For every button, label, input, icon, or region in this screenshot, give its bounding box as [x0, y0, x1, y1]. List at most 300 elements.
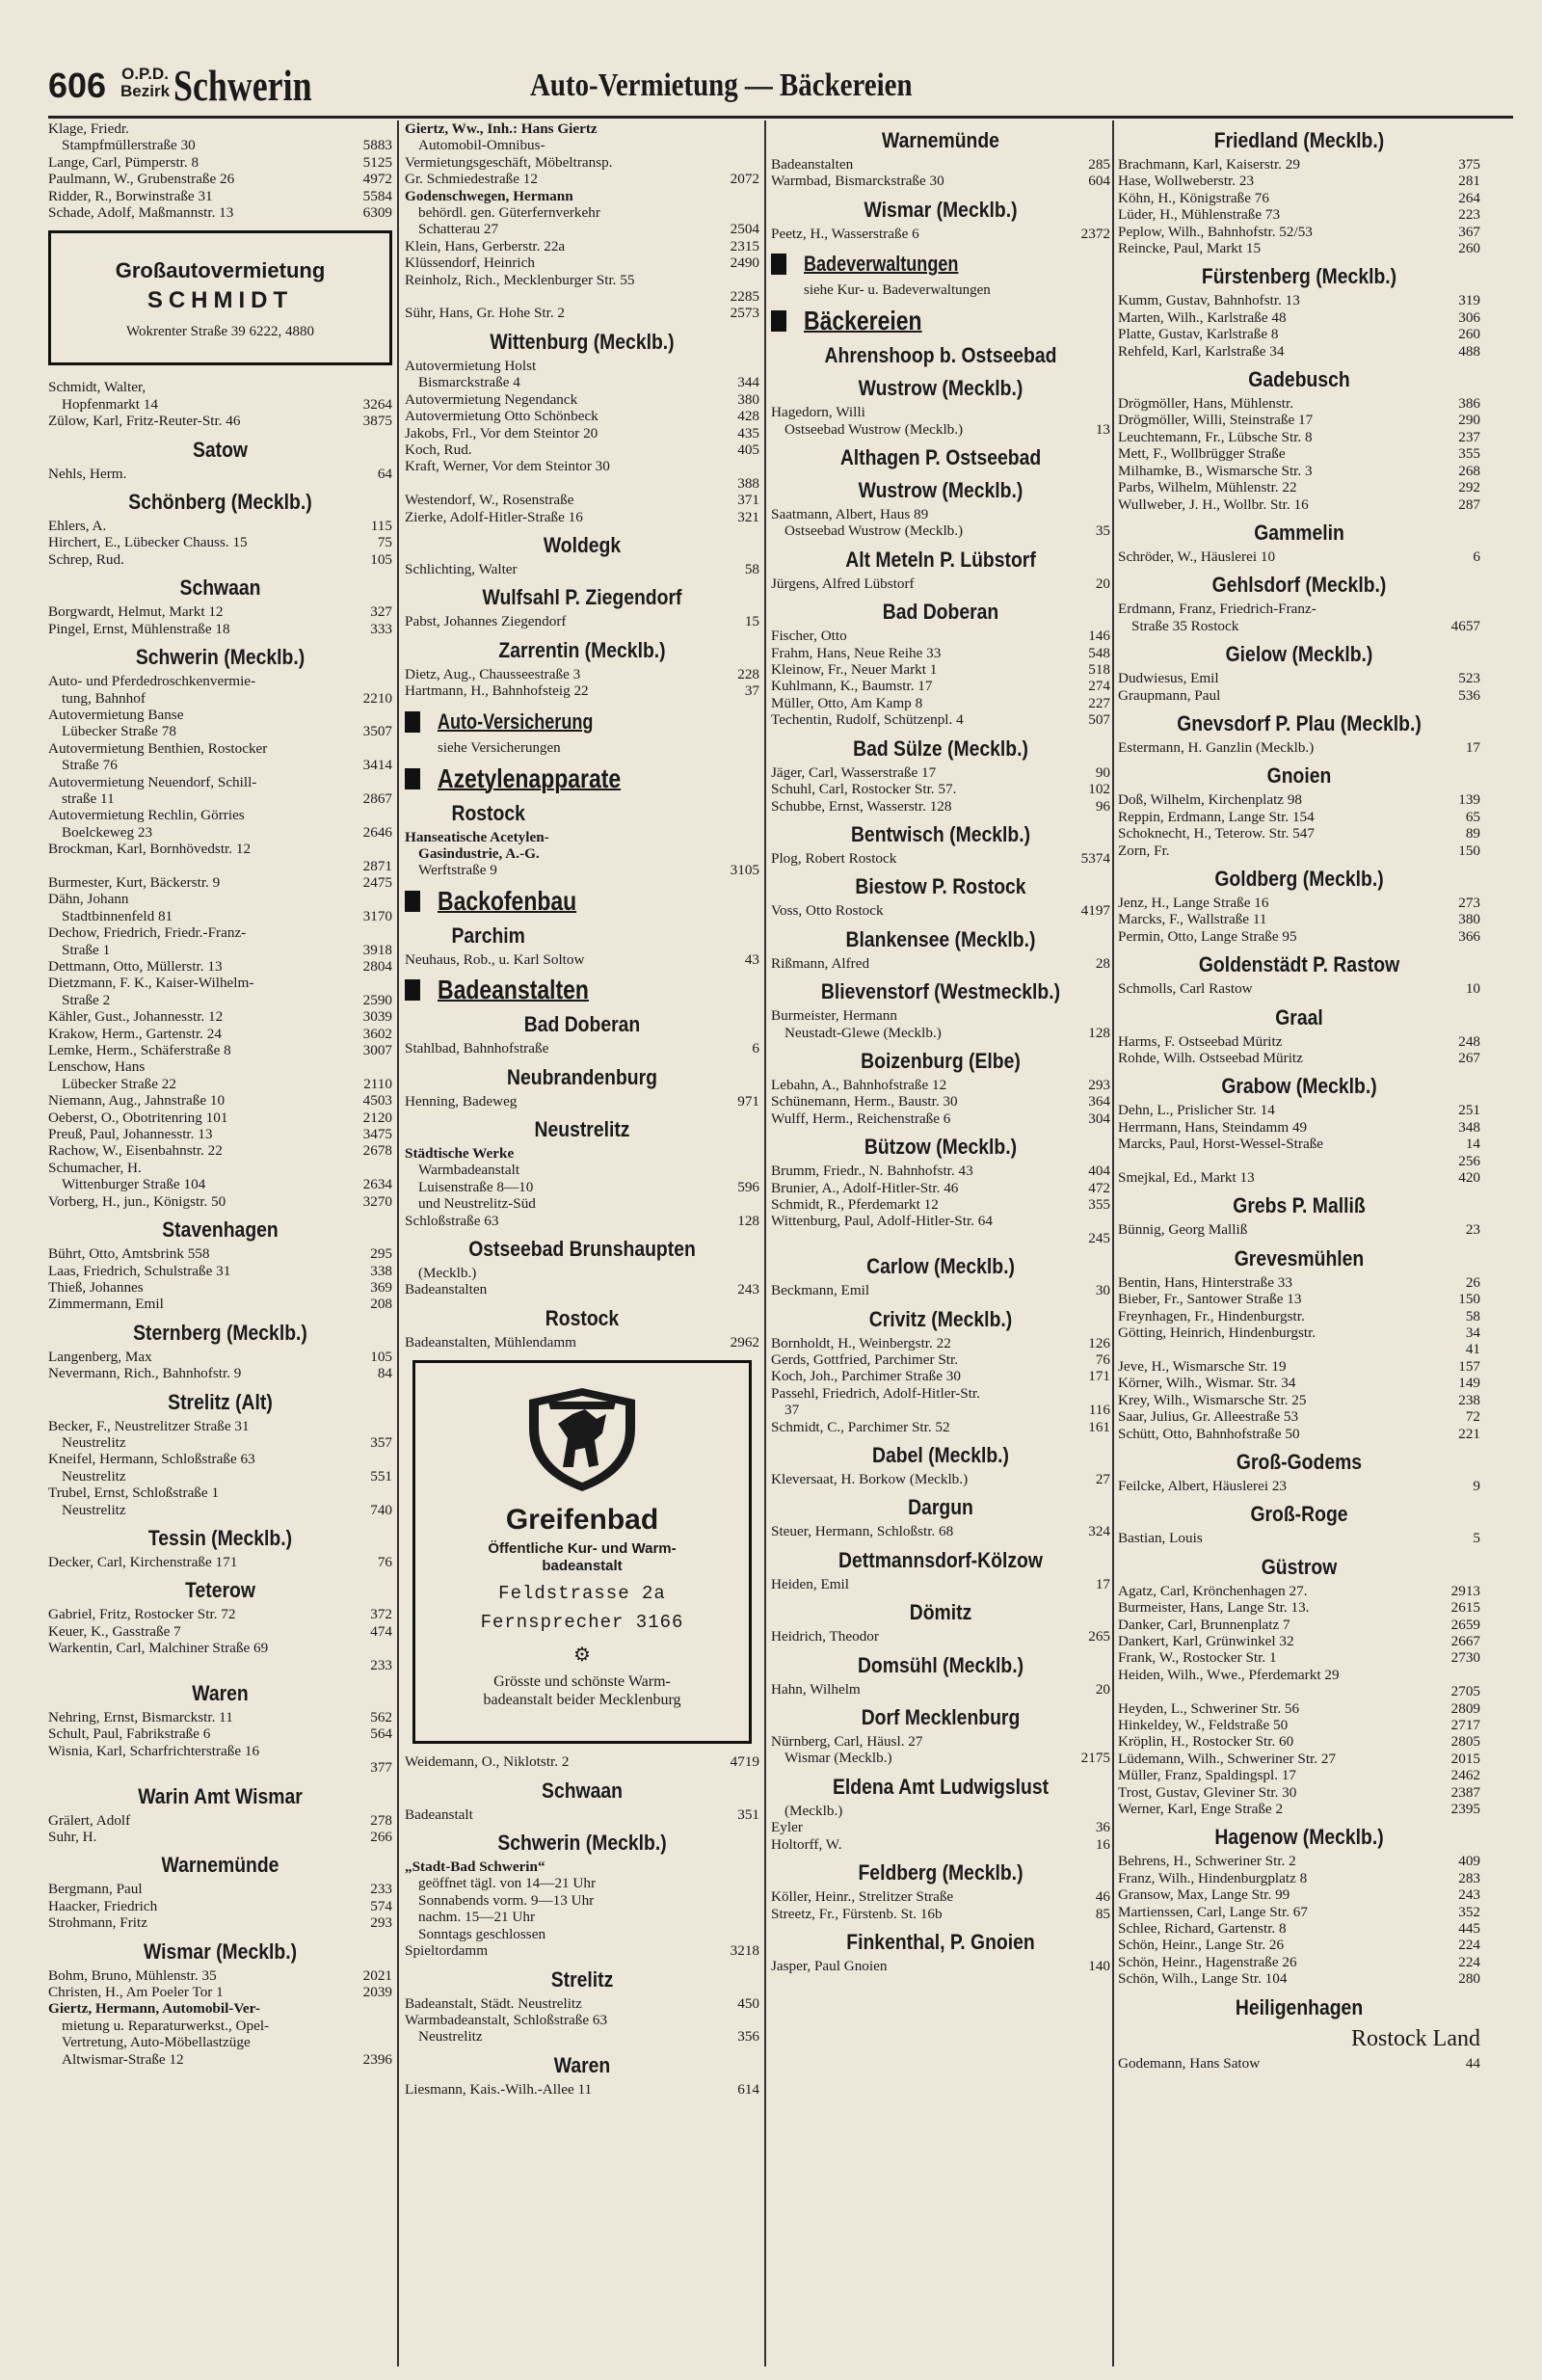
- entry-text: Werftstraße 9: [418, 862, 497, 879]
- phone-number: 290: [1455, 412, 1480, 428]
- entry-text: Reinholz, Rich., Mecklenburger Str. 55: [405, 271, 635, 288]
- entry-text: Peetz, H., Wasserstraße 6: [771, 225, 919, 242]
- entry-text: Jakobs, Frl., Vor dem Steintor 20: [405, 424, 598, 441]
- entry-text: Badeanstalt, Städt. Neustrelitz: [405, 1994, 582, 2012]
- listing-entry: [405, 458, 759, 474]
- phone-number: 2210: [360, 690, 392, 707]
- phone-number: 228: [734, 666, 759, 682]
- phone-number: 161: [1085, 1419, 1110, 1435]
- listing-entry: [405, 272, 759, 288]
- place-heading: Gammelin: [1254, 520, 1344, 545]
- place-heading: Bad Doberan: [523, 1012, 641, 1037]
- entry-text: Platte, Gustav, Karlstraße 8: [1118, 326, 1279, 343]
- listing-entry: [771, 1888, 1110, 1905]
- phone-number: 295: [367, 1245, 392, 1262]
- listing-entry: [1118, 842, 1480, 859]
- phone-number: 338: [367, 1263, 392, 1279]
- region-label: Rostock Land: [1351, 2025, 1480, 2051]
- phone-number: 128: [1085, 1025, 1110, 1041]
- listing-entry: [405, 188, 759, 204]
- phone-number: 2110: [360, 1076, 392, 1092]
- listing-entry: [771, 645, 1110, 661]
- entry-text: Holtorff, W.: [771, 1835, 842, 1853]
- entry-text: Rißmann, Alfred: [771, 954, 870, 972]
- listing-entry: [1118, 206, 1480, 223]
- listing-entry: [1118, 618, 1480, 634]
- entry-text: Kleversaat, H. Borkow (Mecklb.): [771, 1471, 969, 1488]
- entry-text: Streetz, Fr., Fürstenb. St. 16b: [771, 1905, 943, 1922]
- phone-number: 6: [749, 1040, 759, 1056]
- listing-entry: [48, 992, 392, 1008]
- square-bullet-icon: [405, 891, 420, 912]
- phone-number: 5883: [360, 137, 392, 153]
- entry-text: Straße 2: [62, 991, 111, 1008]
- phone-number: 268: [1455, 463, 1480, 479]
- phone-number: 58: [742, 561, 759, 577]
- place-heading: Dabel (Mecklb.): [871, 1443, 1010, 1468]
- phone-number: 17: [1093, 1576, 1110, 1592]
- entry-text: Hartmann, H., Bahnhofsteig 22: [405, 682, 589, 700]
- entry-text: Suhr, H.: [48, 1829, 97, 1846]
- phone-number: 355: [1085, 1196, 1110, 1213]
- entry-text: Henning, Badeweg: [405, 1092, 518, 1110]
- entry-text: Zorn, Fr.: [1118, 842, 1170, 859]
- entry-text: Agatz, Carl, Krönchenhagen 27.: [1118, 1582, 1308, 1599]
- phone-number: 264: [1455, 190, 1480, 206]
- place-heading: Bützow (Mecklb.): [864, 1135, 1018, 1160]
- listing-entry: [48, 1296, 392, 1312]
- listing-entry: [1118, 1153, 1480, 1169]
- phone-number: 3918: [360, 942, 392, 958]
- entry-text: Lüdemann, Wilh., Schweriner Str. 27: [1118, 1750, 1337, 1767]
- place-heading: Woldegk: [543, 532, 622, 557]
- entry-text: Beckmann, Emil: [771, 1282, 870, 1299]
- place-heading: Neubrandenburg: [507, 1064, 657, 1089]
- phone-number: 89: [1463, 825, 1480, 842]
- entry-text: Westendorf, W., Rosenstraße: [405, 492, 574, 509]
- phone-number: 357: [367, 1434, 392, 1451]
- entry-text: Neuhaus, Rob., u. Karl Soltow: [405, 950, 585, 968]
- entry-text: Neustadt-Glewe (Mecklb.): [784, 1024, 942, 1041]
- advert-line: Greifenbad: [505, 1504, 659, 1537]
- phone-number: 4197: [1078, 902, 1110, 919]
- listing-entry: [1118, 1954, 1480, 1970]
- entry-text: Schön, Heinr., Hagenstraße 26: [1118, 1953, 1297, 1970]
- listing-entry: [48, 841, 392, 857]
- listing-entry: [1118, 1169, 1480, 1186]
- entry-text: Lebahn, A., Bahnhofstraße 12: [771, 1076, 947, 1093]
- entry-text: Saatmann, Albert, Haus 89: [771, 506, 929, 523]
- listing-entry: [1118, 809, 1480, 825]
- phone-number: 2634: [360, 1176, 392, 1192]
- listing-entry: [48, 757, 392, 773]
- phone-number: 2867: [360, 790, 392, 807]
- phone-number: 4657: [1449, 618, 1480, 634]
- entry-text: Brunier, A., Adolf-Hitler-Str. 46: [771, 1179, 959, 1196]
- entry-text: Doß, Wilhelm, Kirchenplatz 98: [1118, 791, 1303, 809]
- entry-text: Hase, Wollweberstr. 23: [1118, 173, 1255, 190]
- entry-text: Danker, Carl, Brunnenplatz 7: [1118, 1616, 1290, 1633]
- phone-number: 6309: [360, 204, 392, 221]
- phone-number: 115: [368, 518, 392, 534]
- listing-entry: [48, 1984, 392, 2000]
- listing-entry: [48, 1502, 392, 1518]
- phone-number: 2072: [728, 171, 759, 187]
- phone-number: 3507: [360, 723, 392, 739]
- entry-text: Wisnia, Karl, Scharfrichterstraße 16: [48, 1742, 260, 1759]
- listing-entry: [1118, 1870, 1480, 1886]
- listing-entry: [771, 506, 1110, 522]
- listing-entry: [405, 1753, 759, 1770]
- listing-entry: [48, 723, 392, 739]
- phone-number: 5125: [360, 154, 392, 171]
- listing-entry: [48, 551, 392, 568]
- entry-text: Burmester, Kurt, Bäckerstr. 9: [48, 873, 221, 891]
- listing-entry: [405, 1265, 759, 1281]
- phone-number: 3007: [360, 1042, 392, 1058]
- listing-entry: [48, 1657, 392, 1673]
- place-heading: Blievenstorf (Westmecklb.): [820, 979, 1061, 1004]
- phone-number: 72: [1463, 1408, 1480, 1425]
- place-heading: Stavenhagen: [162, 1217, 279, 1243]
- listing-entry: [771, 1681, 1110, 1698]
- listing-entry: [405, 1892, 759, 1909]
- listing-entry: [48, 1640, 392, 1656]
- phone-number: 2396: [360, 2051, 392, 2068]
- entry-text: Kraft, Werner, Vor dem Steintor 30: [405, 458, 610, 475]
- listing-entry: [771, 1025, 1110, 1041]
- entry-text: Jürgens, Alfred Lübstorf: [771, 575, 915, 592]
- phone-number: 4972: [360, 171, 392, 187]
- phone-number: 233: [367, 1657, 392, 1673]
- listing-entry: [48, 908, 392, 924]
- phone-number: 372: [367, 1606, 392, 1622]
- entry-text: Keuer, K., Gasstraße 7: [48, 1622, 181, 1640]
- listing-entry: [1118, 1478, 1480, 1494]
- phone-number: 333: [367, 621, 392, 637]
- listing-entry: [405, 1995, 759, 2012]
- entry-text: Plog, Robert Rostock: [771, 849, 897, 867]
- column-2: [405, 120, 759, 2367]
- entry-text: Warkentin, Carl, Malchiner Straße 69: [48, 1640, 269, 1657]
- advert-line: Feldstrasse 2a: [498, 1583, 666, 1605]
- phone-number: 548: [1085, 645, 1110, 661]
- entry-text: Auto- und Pferdedroschkenvermie-: [48, 673, 256, 690]
- listing-entry: [1118, 670, 1480, 686]
- listing-entry: [771, 1733, 1110, 1750]
- listing-entry: [48, 1126, 392, 1142]
- place-heading: Fürstenberg (Mecklb.): [1201, 264, 1397, 289]
- entry-text: Weidemann, O., Niklotstr. 2: [405, 1753, 570, 1771]
- entry-text: Smejkal, Ed., Markt 13: [1118, 1169, 1255, 1187]
- phone-number: 435: [734, 425, 759, 441]
- entry-text: Dankert, Karl, Grünwinkel 32: [1118, 1632, 1294, 1649]
- place-heading: Dömitz: [909, 1600, 972, 1625]
- listing-entry: [1118, 1617, 1480, 1633]
- entry-text: Gerds, Gottfried, Parchimer Str.: [771, 1351, 959, 1368]
- phone-number: 3602: [360, 1026, 392, 1042]
- entry-text: Schade, Adolf, Maßmannstr. 13: [48, 204, 234, 222]
- listing-entry: [1118, 791, 1480, 808]
- listing-entry: [771, 1230, 1110, 1246]
- place-heading: Gehlsdorf (Mecklb.): [1211, 573, 1387, 598]
- place-heading: Bad Doberan: [882, 600, 999, 625]
- entry-text: Martienssen, Carl, Lange Str. 67: [1118, 1903, 1308, 1920]
- phone-number: 227: [1085, 695, 1110, 711]
- entry-text: Klein, Hans, Gerberstr. 22a: [405, 237, 566, 254]
- entry-text: Köhn, H., Königstraße 76: [1118, 189, 1269, 206]
- listing-entry: [1118, 1717, 1480, 1733]
- listing-entry: [48, 413, 392, 429]
- place-heading: Crivitz (Mecklb.): [868, 1306, 1013, 1331]
- phone-number: 285: [1085, 156, 1110, 173]
- phone-number: 16: [1093, 1836, 1110, 1853]
- phone-number: 614: [734, 2081, 759, 2098]
- phone-number: 248: [1455, 1033, 1480, 1050]
- listing-entry: [48, 740, 392, 757]
- header-rule: [48, 116, 1513, 119]
- phone-number: 281: [1455, 173, 1480, 189]
- listing-entry: [1118, 240, 1480, 256]
- griffin-logo-icon: [510, 1380, 654, 1496]
- phone-number: 2395: [1449, 1801, 1480, 1817]
- entry-text: Schubbe, Ernst, Wasserstr. 128: [771, 797, 952, 815]
- entry-text: Köller, Heinr., Strelitzer Straße: [771, 1888, 954, 1906]
- place-heading: Sternberg (Mecklb.): [133, 1320, 307, 1345]
- listing-entry: [405, 862, 759, 878]
- phone-number: 2615: [1449, 1599, 1480, 1616]
- listing-entry: [771, 1093, 1110, 1110]
- listing-entry: [771, 798, 1110, 815]
- entry-text: Jasper, Paul Gnoien: [771, 1957, 888, 1974]
- phone-number: 20: [1093, 1681, 1110, 1698]
- listing-entry: [48, 1709, 392, 1725]
- listing-entry: [1118, 1920, 1480, 1937]
- listing-entry: [771, 1180, 1110, 1196]
- phone-number: 26: [1463, 1274, 1480, 1291]
- listing-entry: [1118, 1426, 1480, 1442]
- entry-text: Permin, Otto, Lange Straße 95: [1118, 927, 1297, 945]
- place-heading: Rostock: [545, 1305, 620, 1330]
- category-title: Auto-Versicherung: [438, 709, 594, 734]
- listing-entry: [48, 379, 392, 395]
- entry-text: (Mecklb.): [418, 1265, 477, 1282]
- place-heading: Goldenstädt P. Rastow: [1198, 952, 1400, 977]
- phone-number: 64: [375, 466, 392, 482]
- listing-entry: [48, 2018, 392, 2034]
- listing-entry: [1118, 1683, 1480, 1699]
- entry-text: Badeanstalt: [405, 1805, 473, 1823]
- phone-number: 260: [1455, 240, 1480, 256]
- entry-text: Hanseatische Acetylen-: [405, 828, 549, 845]
- listing-entry: [405, 475, 759, 492]
- phone-number: 76: [375, 1554, 392, 1570]
- entry-text: Dettmann, Otto, Müllerstr. 13: [48, 958, 223, 975]
- entry-text: Götting, Heinrich, Hindenburgstr.: [1118, 1324, 1316, 1342]
- entry-text: Lübecker Straße 22: [62, 1075, 176, 1092]
- listing-entry: [1118, 395, 1480, 412]
- phone-number: 596: [734, 1179, 759, 1195]
- entry-text: Godenschwegen, Hermann: [405, 187, 573, 204]
- phone-number: 2285: [728, 288, 759, 305]
- entry-text: Gasindustrie, A.-G.: [418, 844, 540, 862]
- listing-entry: [405, 391, 759, 408]
- listing-entry: [405, 613, 759, 629]
- entry-text: Neustrelitz: [62, 1501, 126, 1518]
- listing-entry: [48, 518, 392, 534]
- listing-entry: [48, 858, 392, 874]
- entry-text: Bentin, Hans, Hinterstraße 33: [1118, 1273, 1292, 1291]
- phone-number: 224: [1455, 1937, 1480, 1953]
- cross-reference: siehe Versicherungen: [438, 739, 561, 756]
- listing-entry: [48, 171, 392, 187]
- phone-number: 278: [367, 1812, 392, 1829]
- phone-number: 20: [1093, 575, 1110, 592]
- place-heading: Biestow P. Rostock: [855, 874, 1026, 899]
- phone-number: 2590: [360, 992, 392, 1008]
- listing-entry: [405, 829, 759, 845]
- listing-entry: [405, 1806, 759, 1823]
- listing-entry: [48, 1623, 392, 1640]
- entry-text: Krey, Wilh., Wismarsche Str. 25: [1118, 1391, 1307, 1408]
- entry-text: Schmidt, R., Pferdemarkt 12: [771, 1195, 939, 1213]
- entry-text: Zimmermann, Emil: [48, 1296, 164, 1313]
- place-heading: Schwaan: [542, 1778, 623, 1803]
- listing-entry: [405, 1942, 759, 1959]
- place-heading: Wustrow (Mecklb.): [858, 478, 1024, 503]
- phone-number: 293: [1085, 1077, 1110, 1093]
- listing-entry: [405, 1040, 759, 1056]
- entry-text: Altwismar-Straße 12: [62, 2050, 184, 2068]
- phone-number: 34: [1463, 1324, 1480, 1341]
- phone-number: 2175: [1078, 1750, 1110, 1766]
- entry-text: Gabriel, Fritz, Rostocker Str. 72: [48, 1606, 236, 1623]
- phone-number: 405: [734, 441, 759, 458]
- entry-text: Schmidt, Walter,: [48, 379, 146, 396]
- listing-entry: [1118, 1904, 1480, 1920]
- listing-entry: [1118, 928, 1480, 945]
- entry-text: Lemke, Herm., Schäferstraße 8: [48, 1042, 231, 1059]
- phone-number: 105: [367, 551, 392, 568]
- listing-entry: [1118, 1136, 1480, 1152]
- listing-entry: [771, 1836, 1110, 1853]
- phone-number: 2504: [728, 221, 759, 237]
- entry-text: Dudwiesus, Emil: [1118, 670, 1219, 687]
- phone-number: 150: [1455, 842, 1480, 859]
- listing-entry: [771, 1750, 1110, 1766]
- listing-entry: [48, 1245, 392, 1262]
- entry-text: Koch, Rud.: [405, 441, 472, 458]
- entry-text: Schön, Heinr., Lange Str. 26: [1118, 1937, 1285, 1954]
- listing-entry: [48, 942, 392, 958]
- listing-entry: [771, 1628, 1110, 1645]
- phone-number: 43: [742, 951, 759, 968]
- entry-text: Badeanstalten, Mühlendamm: [405, 1333, 576, 1350]
- listing-entry: [48, 1193, 392, 1210]
- listing-entry: [405, 154, 759, 171]
- entry-text: Boelckeweg 23: [62, 823, 153, 841]
- listing-entry: [771, 156, 1110, 173]
- phone-number: 245: [1085, 1230, 1110, 1246]
- listing-entry: [48, 1914, 392, 1931]
- entry-text: Giertz, Hermann, Automobil-Ver-: [48, 2000, 260, 2018]
- listing-entry: [48, 874, 392, 891]
- place-heading: Dargun: [908, 1495, 973, 1520]
- listing-entry: [1118, 412, 1480, 428]
- advert-line: Fernsprecher 3166: [480, 1612, 684, 1634]
- listing-entry: [405, 1195, 759, 1212]
- phone-number: 2809: [1449, 1700, 1480, 1717]
- entry-text: Zierke, Adolf-Hitler-Straße 16: [405, 508, 583, 525]
- listing-entry: [48, 1160, 392, 1176]
- entry-text: Autovermietung Neuendorf, Schill-: [48, 773, 257, 790]
- entry-text: Niemann, Aug., Jahnstraße 10: [48, 1092, 226, 1110]
- entry-text: Klüssendorf, Heinrich: [405, 254, 535, 272]
- entry-text: Werner, Karl, Enge Straße 2: [1118, 1801, 1284, 1817]
- listing-entry: [1118, 1767, 1480, 1783]
- entry-text: Bünnig, Georg Malliß: [1118, 1221, 1248, 1239]
- entry-text: Kröplin, H., Rostocker Str. 60: [1118, 1733, 1294, 1751]
- phone-number: 243: [734, 1281, 759, 1297]
- entry-text: Passehl, Friedrich, Adolf-Hitler-Str.: [771, 1384, 980, 1402]
- entry-text: Peplow, Wilh., Bahnhofstr. 52/53: [1118, 223, 1313, 240]
- listing-entry: [1118, 825, 1480, 842]
- entry-text: Godemann, Hans Satow: [1118, 2054, 1261, 2072]
- phone-number: 380: [1455, 911, 1480, 927]
- entry-text: Lübecker Straße 78: [62, 723, 176, 740]
- entry-text: Bohm, Bruno, Mühlenstr. 35: [48, 1966, 217, 1984]
- listing-entry: [1118, 687, 1480, 704]
- listing-entry: [48, 1142, 392, 1159]
- listing-entry: [771, 226, 1110, 242]
- entry-text: geöffnet tägl. von 14—21 Uhr: [418, 1875, 597, 1892]
- phone-number: 2573: [728, 305, 759, 321]
- entry-text: Decker, Carl, Kirchenstraße 171: [48, 1553, 238, 1570]
- listing-entry: [771, 1351, 1110, 1368]
- phone-number: 28: [1093, 955, 1110, 972]
- listing-entry: [1118, 343, 1480, 360]
- entry-text: Sühr, Hans, Gr. Hohe Str. 2: [405, 305, 566, 322]
- place-heading: Tessin (Mecklb.): [147, 1525, 293, 1550]
- entry-text: straße 11: [62, 789, 115, 807]
- advert-line: badeanstalt: [542, 1558, 623, 1575]
- listing-entry: [405, 221, 759, 237]
- listing-entry: [48, 120, 392, 137]
- listing-entry: [771, 1523, 1110, 1539]
- listing-entry: [1118, 445, 1480, 462]
- phone-number: 90: [1093, 764, 1110, 781]
- place-heading: Ostseebad Brunshaupten: [468, 1237, 696, 1262]
- entry-text: Kneifel, Hermann, Schloßstraße 63: [48, 1451, 255, 1468]
- entry-text: Ostseebad Wustrow (Mecklb.): [784, 420, 964, 438]
- listing-entry: [48, 1042, 392, 1058]
- phone-number: 3270: [360, 1193, 392, 1210]
- place-heading: Warnemünde: [882, 128, 999, 152]
- phone-number: 5: [1470, 1530, 1480, 1546]
- entry-text: Autovermietung Negendanck: [405, 390, 578, 408]
- entry-text: Drögmöller, Hans, Mühlenstr.: [1118, 395, 1294, 413]
- city-title: Schwerin: [173, 61, 312, 110]
- entry-text: Zülow, Karl, Fritz-Reuter-Str. 46: [48, 413, 241, 430]
- entry-text: Schmolls, Carl Rastow: [1118, 980, 1253, 998]
- listing-entry: [771, 1282, 1110, 1298]
- place-heading: Gadebusch: [1248, 367, 1350, 392]
- entry-text: Schumacher, H.: [48, 1159, 142, 1176]
- phone-number: 2730: [1449, 1649, 1480, 1666]
- entry-text: Nehls, Herm.: [48, 465, 127, 482]
- listing-entry: [771, 1402, 1110, 1418]
- entry-text: Heiden, Wilh., Wwe., Pferdemarkt 29: [1118, 1666, 1340, 1683]
